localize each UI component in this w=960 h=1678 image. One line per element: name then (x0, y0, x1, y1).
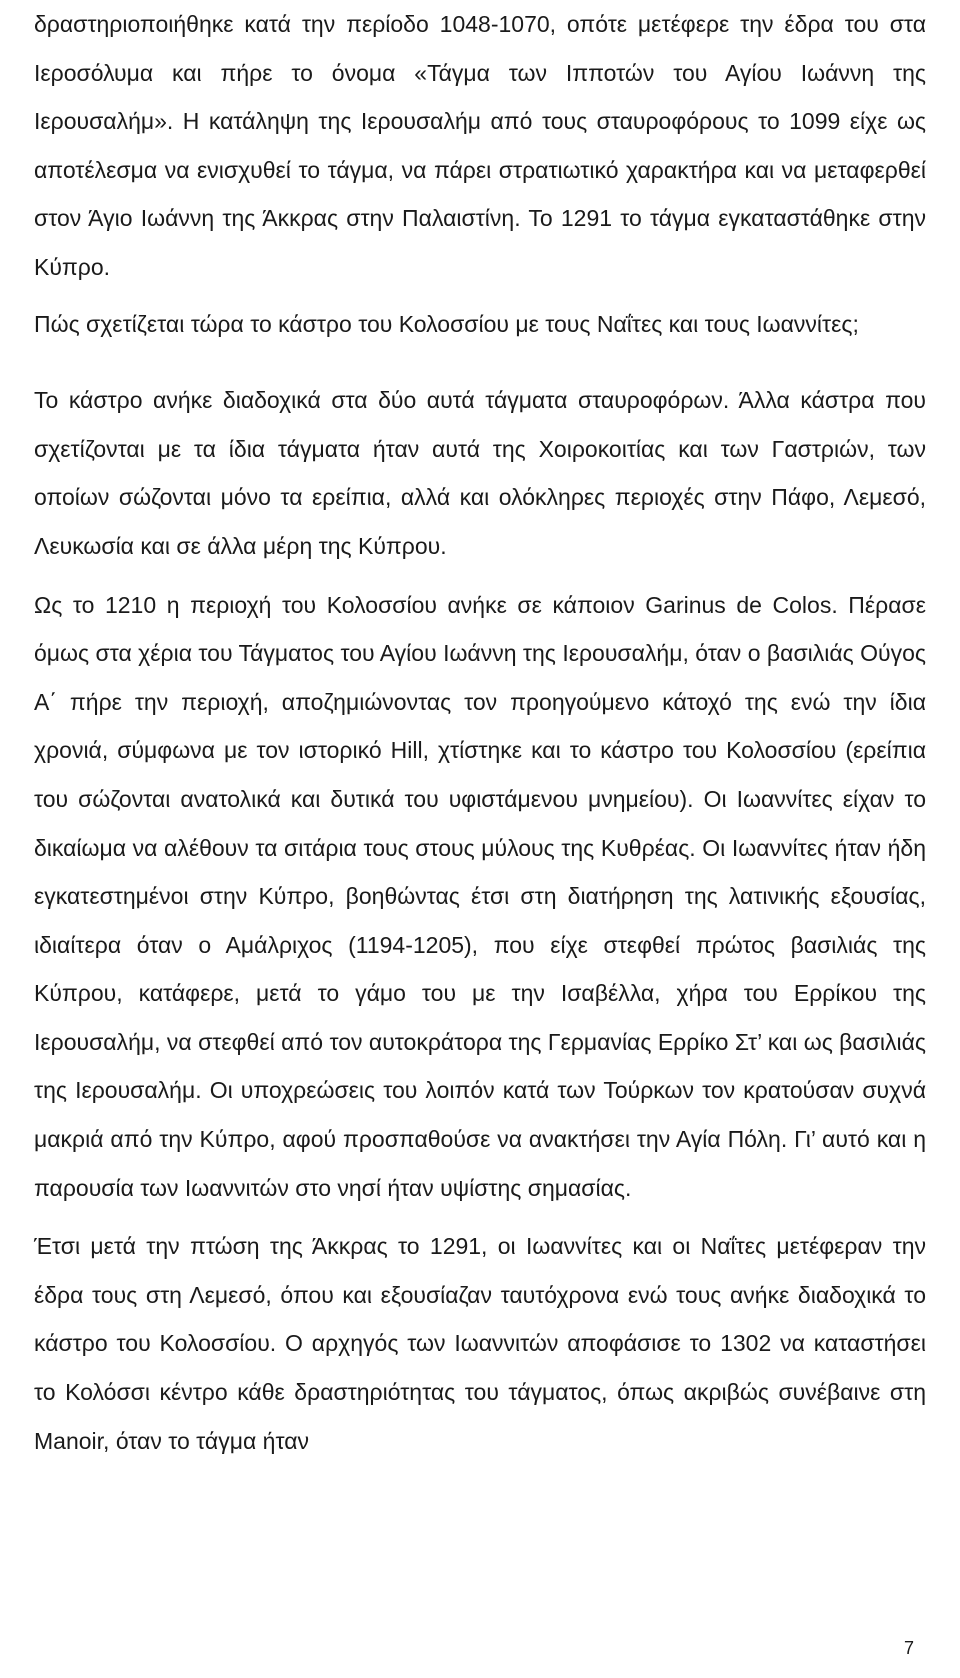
paragraph-kolossi-history: Ως το 1210 η περιοχή του Κολοσσίου ανήκε σε κάποιον Garinus de Colos. Πέρασε όμως στα χέρια του Τάγματος του Αγίου Ιωάννη της Ιερουσαλήμ, όταν ο βασιλιάς Ούγος Α΄ πήρε την περιοχή, αποζημιώνοντας τον προηγούμενο κάτοχό της ενώ την ίδια χρονιά, σύμφωνα με τον ιστορικό Hill, χτίστηκε και το κάστρο του Κολοσσίου (ερείπια του σώζονται ανατολικά και δυτικά του υφιστάμενου μνημείου). Οι Ιωαννίτες είχαν το δικαίωμα να αλέθουν τα σιτάρια τους στους μύλους της Κυθρέας. Οι Ιωαννίτες ήταν ήδη εγκατεστημένοι στην Κύπρο, βοηθώντας έτσι στη διατήρηση της λατινικής εξουσίας, ιδιαίτερα όταν ο Αμάλριχος (1194-1205), που είχε στεφθεί πρώτος βασιλιάς της Κύπρου, κατάφερε, μετά το γάμο του με την Ισαβέλλα, χήρα του Ερρίκου της Ιερουσαλήμ, να στεφθεί από τον αυτοκράτορα της Γερμανίας Ερρίκο Στ’ και ως βασιλιάς της Ιερουσαλήμ. Οι υποχρεώσεις του λοιπόν κατά των Τούρκων τον κρατούσαν συχνά μακριά από την Κύπρο, αφού προσπαθούσε να ανακτήσει την Αγία Πόλη. Γι’ αυτό και η παρουσία των Ιωαννιτών στο νησί ήταν υψίστης σημασίας. (34, 591, 926, 1201)
paragraph-order-history: δραστηριοποιήθηκε κατά την περίοδο 1048-1070, οπότε μετέφερε την έδρα του στα Ιεροσόλυμα και πήρε το όνομα «Τάγμα των Ιπποτών του Αγίου Ιωάννη της Ιερουσαλήμ». Η κατάληψη της Ιερουσαλήμ από τους σταυροφόρους το 1099 είχε ως αποτέλεσμα να ενισχυθεί το τάγμα, να πάρει στρατιωτικό χαρακτήρα και να μεταφερθεί στον Άγιο Ιωάννη της Άκκρας στην Παλαιστίνη. Το 1291 το τάγμα εγκαταστάθηκε στην Κύπρο. (34, 11, 926, 280)
page-number: 7 (903, 1638, 914, 1658)
document-body (34, 0, 926, 1465)
paragraph-question: Πώς σχετίζεται τώρα το κάστρο του Κολοσσίου με τους Ναΐτες και τους Ιωαννίτες; (34, 310, 859, 337)
paragraph-castle-orders: Το κάστρο ανήκε διαδοχικά στα δύο αυτά τάγματα σταυροφόρων. Άλλα κάστρα που σχετίζονται με τα ίδια τάγματα ήταν αυτά της Χοιροκοιτίας και των Γαστριών, των οποίων σώζονται μόνο τα ερείπια, αλλά και ολόκληρες περιοχές στην Πάφο, Λεμεσό, Λευκωσία και σε άλλα μέρη της Κύπρου. (34, 387, 926, 559)
paragraph-after-acre: Έτσι μετά την πτώση της Άκκρας το 1291, οι Ιωαννίτες και οι Ναΐτες μετέφεραν την έδρα τους στη Λεμεσό, όπου και εξουσίαζαν ταυτόχρονα ενώ τους ανήκε διαδοχικά το κάστρο του Κολοσσίου. Ο αρχηγός των Ιωαννιτών αποφάσισε το 1302 να καταστήσει το Κολόσσι κέντρο κάθε δραστηριότητας του τάγματος, όπως ακριβώς συνέβαινε στη Manoir, όταν το τάγμα ήταν (34, 1233, 926, 1454)
